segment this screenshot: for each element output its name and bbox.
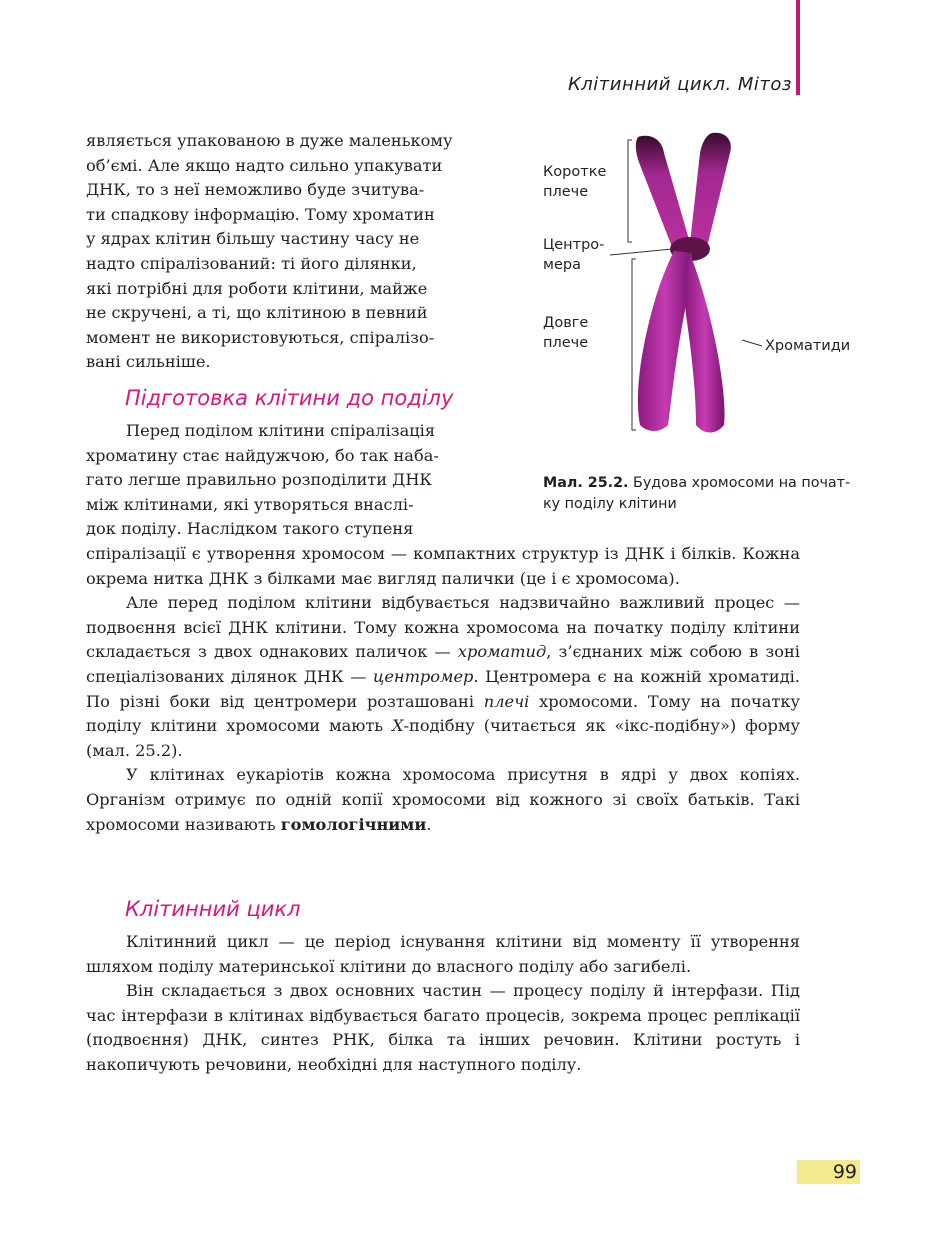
figure-caption: [543, 473, 863, 515]
text-line: хроматину стає найдужчою, бо так наба-: [86, 445, 439, 465]
text-run: Але перед поділом клітини відбувається надзвичайно важливий процес — подвоєння всієї ДНК клітини. Тому кожна хромосома на початку поділу клітини складається з двох однакових паличок —: [86, 593, 800, 662]
label-line: плече: [543, 335, 589, 351]
label-long-arm: [543, 313, 588, 353]
label-centromere: [543, 235, 604, 275]
text-line: момент не використовуються, спіралізо-: [86, 327, 435, 347]
text-line: вані сильніше.: [86, 352, 211, 372]
text-line: надто спіралізований: ті його ділянки,: [86, 253, 417, 273]
text-run: У клітинах еукаріотів кожна хромосома присутня в ядрі у двох копіях. Організм отримує по одній копії хромосоми від кожного зі своїх батьків. Такі хромосоми називають: [86, 765, 800, 834]
paragraph-chromatin: [86, 129, 512, 375]
pointer-chromatids: [742, 340, 762, 346]
text-line: ДНК, то з неї неможливо буде зчитува-: [86, 180, 425, 200]
header-accent-bar: [796, 0, 800, 95]
paragraph-cycle-definition: Клітинний цикл — це період існування клітини від моменту її утворення шляхом поділу материнської клітини до власного поділу або загибелі.: [86, 932, 800, 976]
text-run: , з’єднаних між собою в зоні спеціалізованих ділянок ДНК —: [86, 642, 800, 686]
term-arms: плечі: [483, 691, 530, 711]
text-line: у ядрах клітин більшу частину часу не: [86, 229, 420, 249]
text-line: які потрібні для роботи клітини, майже: [86, 278, 428, 298]
section-heading-preparation: Підготовка клітини до поділу: [125, 386, 454, 410]
label-short-arm: [543, 162, 606, 202]
term-chromatid: хроматид: [457, 642, 547, 662]
page-number: [797, 1160, 860, 1184]
paragraph-spiralization-start: [86, 419, 512, 542]
label-line: Довге: [543, 315, 589, 331]
term-homologous: гомологічними: [280, 814, 427, 834]
label-line: мера: [543, 257, 581, 273]
text-line: між клітинами, які утворяться внаслі-: [86, 494, 414, 514]
paragraph-homologous: [86, 763, 800, 837]
bracket-short-arm: [628, 140, 632, 242]
running-header: Клітинний цикл. Мітоз: [568, 74, 792, 95]
text-line: об’ємі. Але якщо надто сильно упакувати: [86, 155, 443, 175]
text-line: гато легше правильно розподілити ДНК: [86, 470, 432, 490]
body-text-main: [86, 542, 800, 837]
long-arm-right: [685, 253, 724, 433]
short-arm-right: [690, 133, 731, 248]
section-heading-cell-cycle: Клітинний цикл: [125, 897, 301, 921]
pointer-centromere: [610, 249, 672, 255]
page-number-text: 99: [832, 1161, 857, 1183]
label-chromatids: Хроматиди: [765, 338, 851, 354]
long-arm-left: [638, 251, 692, 431]
term-centromere: центромер: [373, 666, 474, 686]
paragraph-interphase: Він складається з двох основних частин — процесу поділу й інтерфази. Під час інтерфази в клітинах відбувається багато процесів, зокрема процес реплікації (подвоєння) ДНК, синтез РНК, білка та інших речовин. Клітини ростуть і накопичують речовини, необхідні для наступного поділу.: [86, 981, 800, 1074]
text-line: являється упакованою в дуже маленькому: [86, 131, 453, 150]
caption-text: Будова хромосоми на почат-ку поділу клітини: [543, 475, 851, 512]
label-line: Центро-: [543, 237, 605, 253]
text-line: ти спадкову інформацію. Тому хроматин: [86, 204, 435, 224]
text-line: Перед поділом клітини спіралізація: [126, 421, 436, 440]
body-text-cycle: [86, 930, 800, 1078]
letter-x: X: [392, 716, 404, 736]
text-run: . Центромера є на кожній хроматиді. По різні боки від центромери розташовані: [86, 666, 800, 711]
text-line: не скручені, а ті, що клітиною в певний: [86, 303, 428, 323]
text-line: док поділу. Наслідком такого ступеня: [86, 519, 414, 539]
text-run: .: [426, 814, 432, 834]
label-line: Коротке: [543, 164, 607, 180]
label-line: плече: [543, 184, 589, 200]
paragraph-spiralization-end: спіралізації є утворення хромосом — компактних структур із ДНК і білків. Кожна окрема нитка ДНК з білками має вигляд палички (це і є хромосома).: [86, 544, 800, 588]
short-arm-left: [636, 136, 690, 249]
text-run: -подібну (читається як «ікс-подібну») форму (мал. 25.2).: [86, 716, 801, 760]
caption-number: Мал. 25.2.: [543, 475, 629, 491]
bracket-long-arm: [632, 259, 636, 430]
paragraph-chromatids: [86, 591, 800, 763]
text-run: хромосоми. Тому на початку поділу клітини хромосоми мають: [86, 691, 800, 736]
